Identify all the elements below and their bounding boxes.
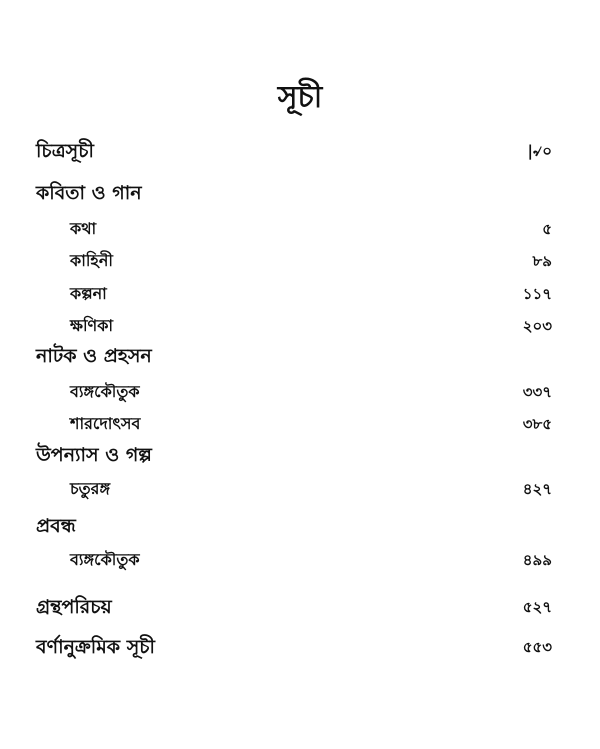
toc-entry-byangakoutuk-1[interactable] xyxy=(0,377,600,407)
toc-entry-sharadotsab[interactable] xyxy=(0,409,600,439)
toc-entry-page: ৫৫৩ xyxy=(522,638,552,656)
toc-entry-barnanukramik-suchi[interactable] xyxy=(0,632,600,662)
toc-entry-page: ৪৯৯ xyxy=(522,551,552,569)
toc-entry-chitrasuchi[interactable] xyxy=(0,136,600,166)
toc-entry-label: ব্যঙ্গকৌতুক xyxy=(70,550,140,569)
toc-section-label: উপন্যাস ও গল্প xyxy=(36,444,152,466)
toc-entry-page: ৫২৭ xyxy=(522,598,552,616)
page-title: সূচী xyxy=(277,80,323,115)
toc-entry-label: ব্যঙ্গকৌতুক xyxy=(70,382,140,401)
toc-section-kobita-o-gaan xyxy=(0,178,600,208)
toc-section-natak-o-prahasan xyxy=(0,341,600,371)
toc-entry-page: ২০৩ xyxy=(522,317,552,335)
toc-entry-label: চিত্রসূচী xyxy=(36,140,94,162)
toc-entry-page: ৩৮৫ xyxy=(522,415,552,433)
toc-entry-page: ৩৩৭ xyxy=(522,383,552,401)
toc-entry-label: গ্রন্থপরিচয় xyxy=(36,596,112,618)
toc-entry-label: কাহিনী xyxy=(70,251,113,270)
toc-entry-label: বর্ণানুক্রমিক সূচী xyxy=(36,636,155,658)
toc-entry-page: ৮৯ xyxy=(532,252,552,270)
toc-entry-kshanika[interactable] xyxy=(0,311,600,341)
toc-entry-page: |৵০ xyxy=(527,142,552,160)
toc-entry-kalpana[interactable] xyxy=(0,279,600,309)
toc-entry-granthaparichay[interactable] xyxy=(0,592,600,622)
toc-entry-label: কথা xyxy=(70,219,97,238)
toc-entry-label: চতুরঙ্গ xyxy=(70,479,111,498)
toc-entry-page: ১১৭ xyxy=(522,285,552,303)
toc-section-label: প্রবন্ধ xyxy=(36,515,76,537)
toc-section-label: কবিতা ও গান xyxy=(36,182,142,204)
toc-entry-byangakoutuk-2[interactable] xyxy=(0,545,600,575)
toc-entry-page: ৪২৭ xyxy=(522,480,552,498)
toc-section-upanyas-o-galpo xyxy=(0,440,600,470)
toc-section-label: নাটক ও প্রহসন xyxy=(36,345,152,367)
toc-entry-label: ক্ষণিকা xyxy=(70,316,114,335)
toc-entry-page: ৫ xyxy=(542,220,552,238)
toc-entry-kahini[interactable] xyxy=(0,246,600,276)
toc-entry-label: শারদোৎসব xyxy=(70,414,141,433)
toc-entry-kotha[interactable] xyxy=(0,214,600,244)
toc-entry-chaturanga[interactable] xyxy=(0,474,600,504)
toc-section-prabandha xyxy=(0,511,600,541)
toc-entry-label: কল্পনা xyxy=(70,284,107,303)
